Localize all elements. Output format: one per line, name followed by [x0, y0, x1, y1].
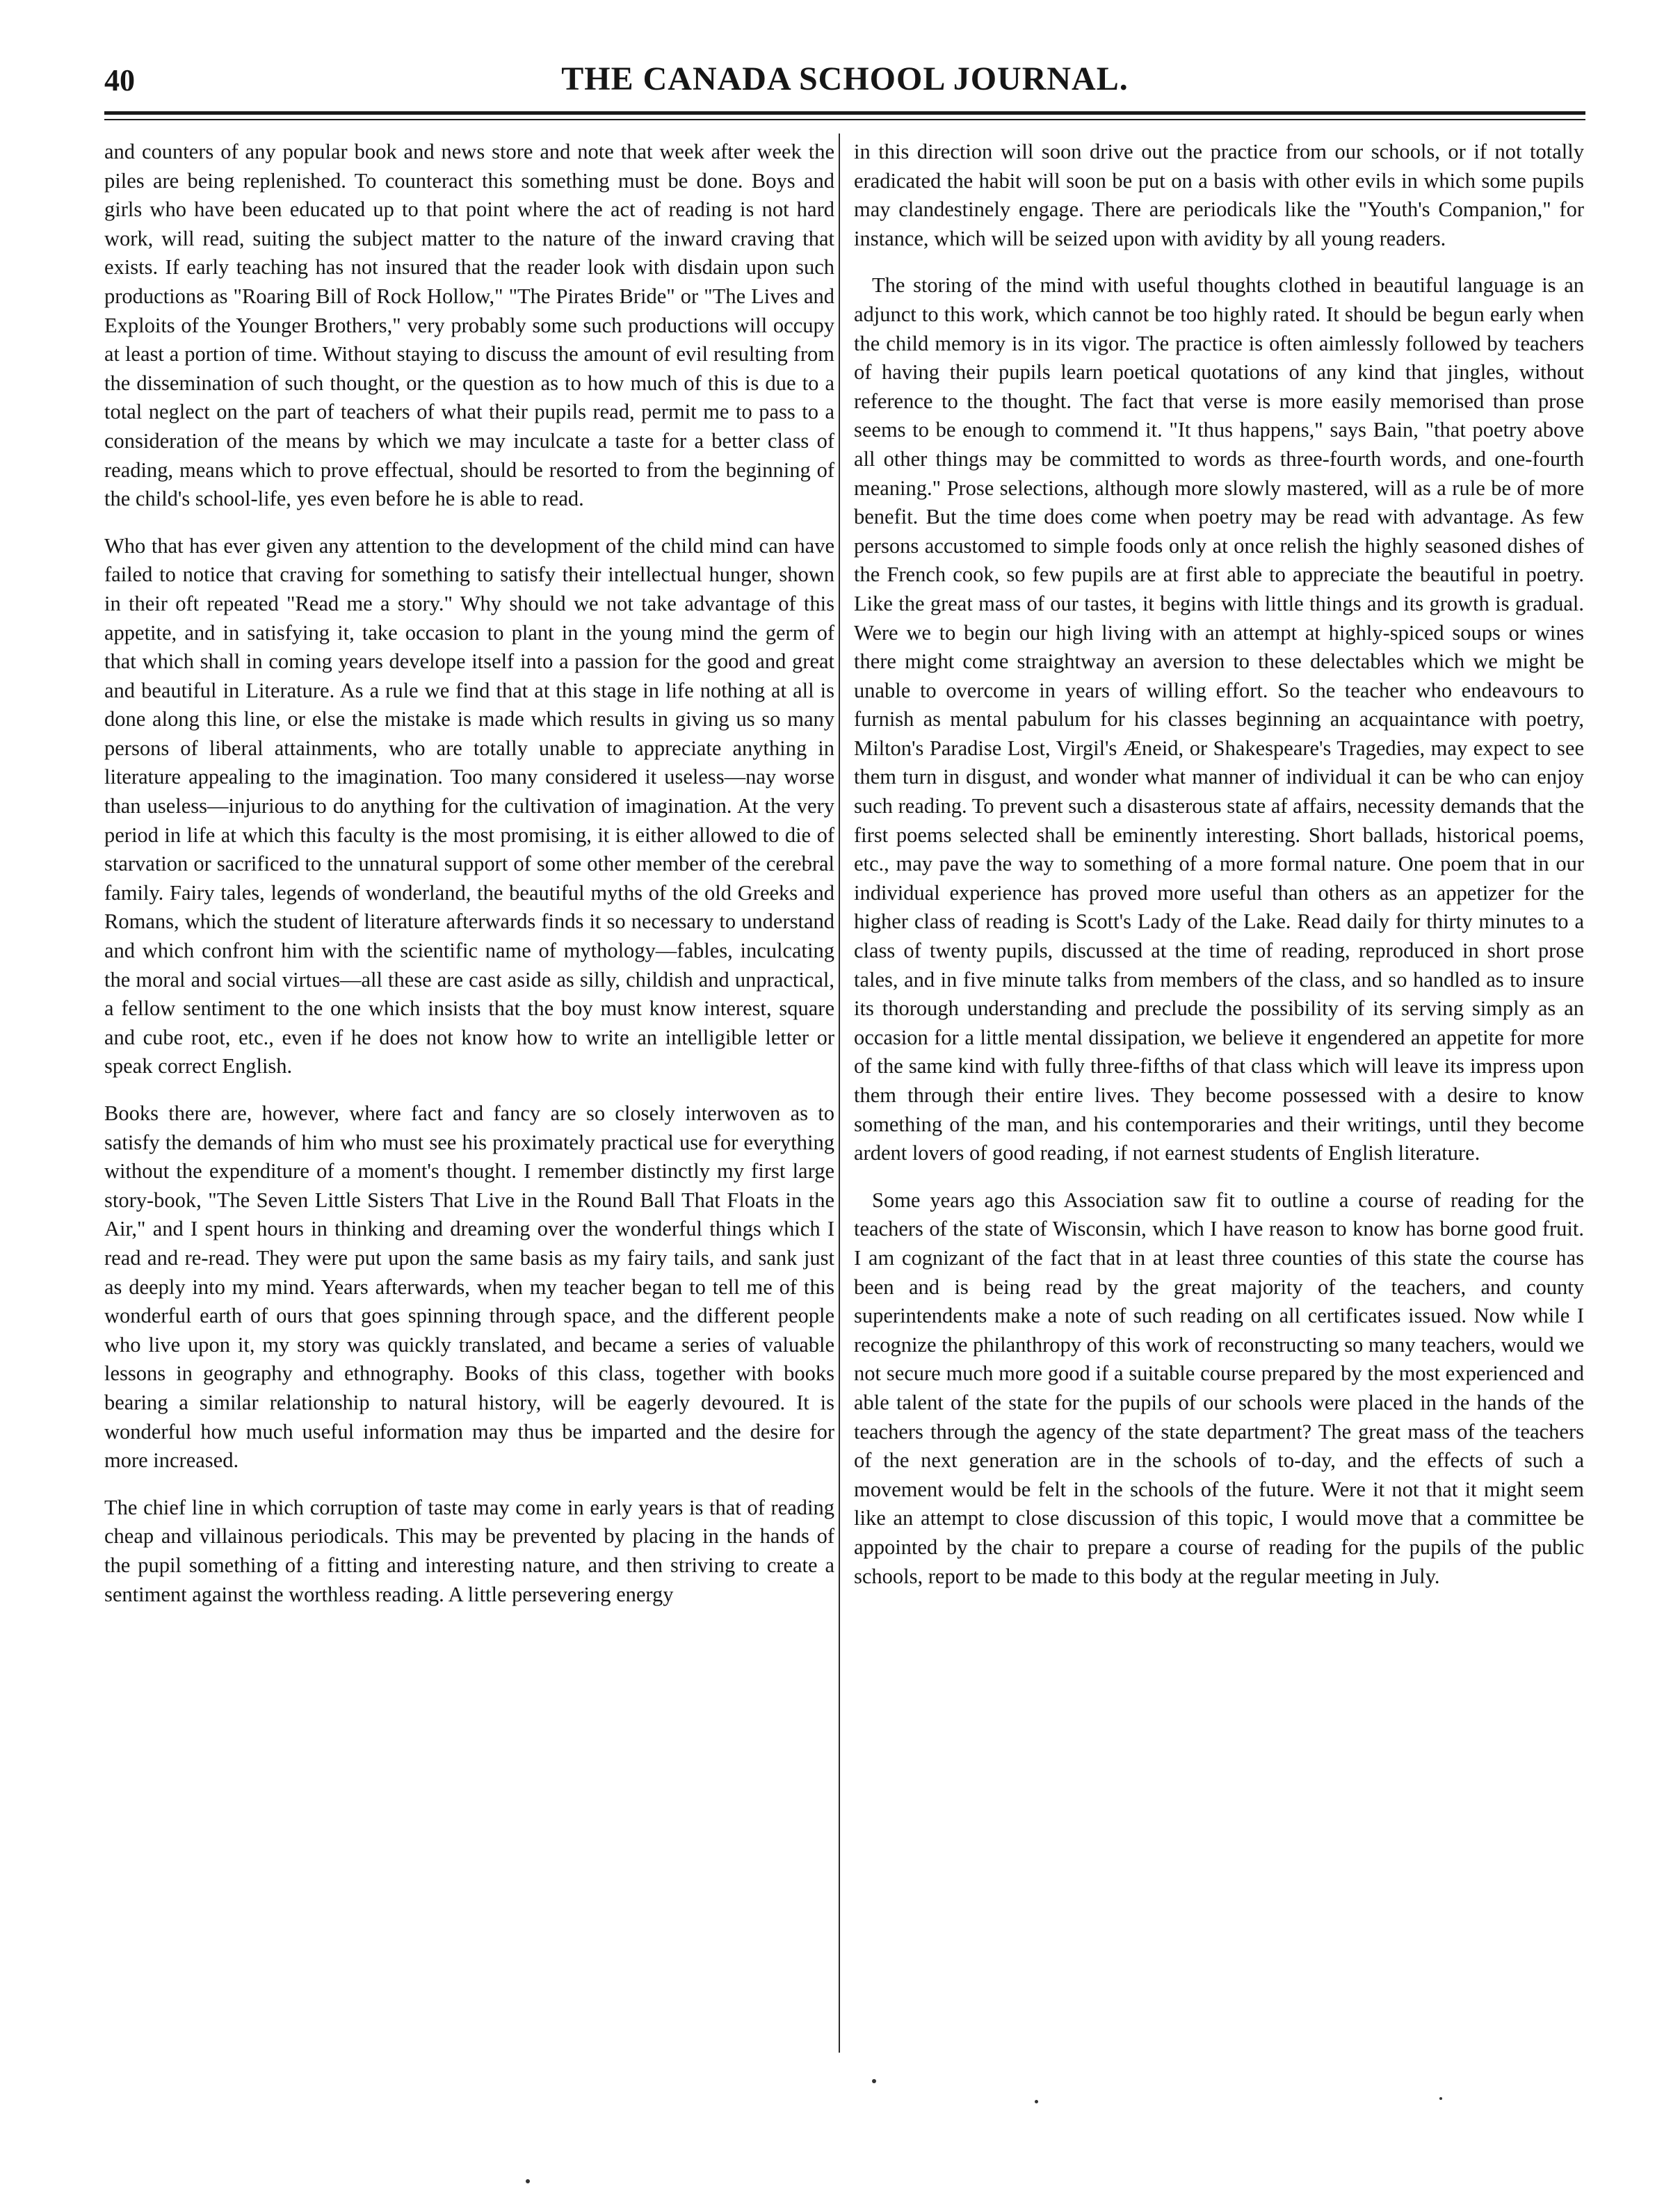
paragraph: Books there are, however, where fact and fancy are so closely interwoven as to satisfy the demands of him who must see his proximately practical use for everything without the expenditure of a moment's thought. I remember distinctly my first large story-book, "The Seven Little Sisters That Live in the Round Ball That Floats in the Air," and I spent hours in thinking and dreaming over the wonderful things which I read and re-read. They were put upon the same basis as my fairy tails, and sank just as deeply into my mind. Years afterwards, when my teacher began to tell me of this wonderful earth of ours that goes spinning through space, and the different people who live upon it, my story was quickly translated, and became a series of valuable lessons in geography and ethnography. Books of this class, together with books bearing a similar relationship to natural history, will be eagerly devoured. It is wonderful how much useful information may thus be imparted and the desire for more increased. [104, 1101, 834, 1473]
page-number: 40 [104, 63, 135, 97]
paragraph: Who that has ever given any attention to the development of the child mind can have failed to notice that craving for something to satisfy their intellectual hunger, shown in their oft repeated "Read me a story." Why should we not take advantage of this appetite, and in satisfying it, take occasion to plant in the young mind the germ of that which shall in coming years develope itself into a passion for the good and great and beautiful in Literature. As a rule we find that at this stage in life nothing at all is done along this line, or else the mistake is made which results in giving us so many persons of liberal attainments, who are totally unable to appreciate anything in literature appealing to the imagination. Too many considered it useless—nay worse than useless—injurious to do anything for the cultivation of imagination. At the very period in life at which this faculty is the most promising, it is either allowed to die of starvation or sacrificed to the unnatural support of some other member of the cerebral family. Fairy tales, legends of wonderland, the beautiful myths of the old Greeks and Romans, which the student of literature afterwards finds it so necessary to understand and which confront him with the scientific name of mythology—fables, inculcating the moral and social virtues—all these are cast aside as silly, childish and unpractical, a fellow sentiment to the one which insists that the boy must know interest, square and cube root, etc., even if he does not know how to write an intelligible letter or speak correct English. [104, 533, 834, 1078]
print-speck [872, 2079, 876, 2083]
paragraph: in this direction will soon drive out the practice from our schools, or if not totally eradicated the habit will soon be put on a basis with other evils in which some pupils may clandestinely engage. There are periodicals like the "Youth's Companion," for instance, which will be seized upon with avidity by all young readers. [854, 140, 1584, 250]
page-header [104, 51, 1585, 107]
paragraph: The chief line in which corruption of taste may come in early years is that of reading cheap and villainous periodicals. This may be prevented by placing in the hands of the pupil something of a fitting and interesting nature, and then striving to create a sentiment against the worthless reading. A little persevering energy [104, 1495, 834, 1606]
print-speck [1035, 2100, 1038, 2103]
header-rule [104, 111, 1585, 115]
print-speck [1439, 2097, 1442, 2100]
print-speck [526, 2179, 530, 2183]
right-column [854, 138, 1584, 2043]
paragraph: The storing of the mind with useful thoughts clothed in beautiful language is an adjunct to this work, which cannot be too highly rated. It should be begun early when the child memory is in its vigor. The practice is often aimlessly followed by teachers of having their pupils learn poetical quotations of any kind that jingles, without reference to the thought. The fact that verse is more easily memorised than prose seems to be enough to commend it. "It thus happens," says Bain, "that poetry above all other things may be committed to words as three-fourth words, and one-fourth meaning." Prose selections, although more slowly mastered, will as a rule be of more benefit. But the time does come when poetry may be read with advantage. As few persons accustomed to simple foods only at once relish the highly seasoned dishes of the French cook, so few pupils are at first able to appreciate the beautiful in poetry. Like the great mass of our tastes, it begins with little things and its growth is gradual. Were we to begin our high living with an attempt at highly-spiced soups or wines there might come straightway an aversion to these delectables which we might be unable to overcome in years of willing effort. So the teacher who endeavours to furnish as mental pabulum for his classes beginning an acquaintance with poetry, Milton's Paradise Lost, Virgil's Æneid, or Shakespeare's Tragedies, may expect to see them turn in disgust, and wonder what manner of individual it can be who can enjoy such reading. To prevent such a disasterous state af affairs, necessity demands that the first poems selected shall be eminently interesting. Short ballads, historical poems, etc., may pave the way to something of a more formal nature. One poem that in our individual experience has proved more useful than others as an appetizer for the higher class of reading is Scott's Lady of the Lake. Read daily for thirty minutes to a class of twenty pupils, discussed at the time of reading, reproduced in short prose tales, and in five minute talks from members of the class, and so handled as to insure its thorough understanding and preclude the possibility of its serving simply as an occasion for a little mental dissipation, we believe it engendered an appetite for more of the same kind with fully three-fifths of that class which will leave its impress upon them through their entire lives. They become possessed with a desire to know something of the man, and his contemporaries and their writings, until they become ardent lovers of good reading, if not earnest students of English literature. [854, 273, 1584, 1165]
journal-title: THE CANADA SCHOOL JOURNAL. [561, 60, 1129, 97]
header-rule-thin [104, 119, 1585, 120]
column-divider [839, 134, 840, 2053]
paragraph: Some years ago this Association saw fit to outline a course of reading for the teachers of the state of Wisconsin, which I have reason to know has borne good fruit. I am cognizant of the fact that in at least three counties of this state the course has been and is being read by the great majority of the teachers, and county superintendents make a note of such reading on all certificates issued. Now while I recognize the philanthropy of this work of reconstructing so many teachers, would we not secure much more good if a suitable course prepared by the most experienced and able talent of the state for the pupils of our schools were placed in the hands of the teachers through the agency of the state department? The great mass of the teachers of the next generation are in the schools of to-day, and the effects of such a movement would be felt in the schools of the future. Were it not that it might seem like an attempt to close discussion of this topic, I would move that a committee be appointed by the chair to prepare a course of reading for the pupils of the public schools, report to be made to this body at the regular meeting in July. [854, 1188, 1584, 1588]
left-column [104, 138, 834, 2043]
paragraph: and counters of any popular book and news store and note that week after week the piles are being replenished. To counteract this something must be done. Boys and girls who have been educated up to that point where the act of reading is not hard work, will read, suiting the subject matter to the nature of the inward craving that exists. If early teaching has not insured that the reader look with disdain upon such productions as "Roaring Bill of Rock Hollow," "The Pirates Bride" or "The Lives and Exploits of the Younger Brothers," very probably some such productions will occupy at least a portion of time. Without staying to discuss the amount of evil resulting from the dissemination of such thought, or the question as to how much of this is due to a total neglect on the part of teachers of what their pupils read, permit me to pass to a consideration of the means by which we may inculcate a taste for a better class of reading, means which to prove effectual, should be resorted to from the beginning of the child's school-life, yes even before he is able to read. [104, 140, 834, 511]
